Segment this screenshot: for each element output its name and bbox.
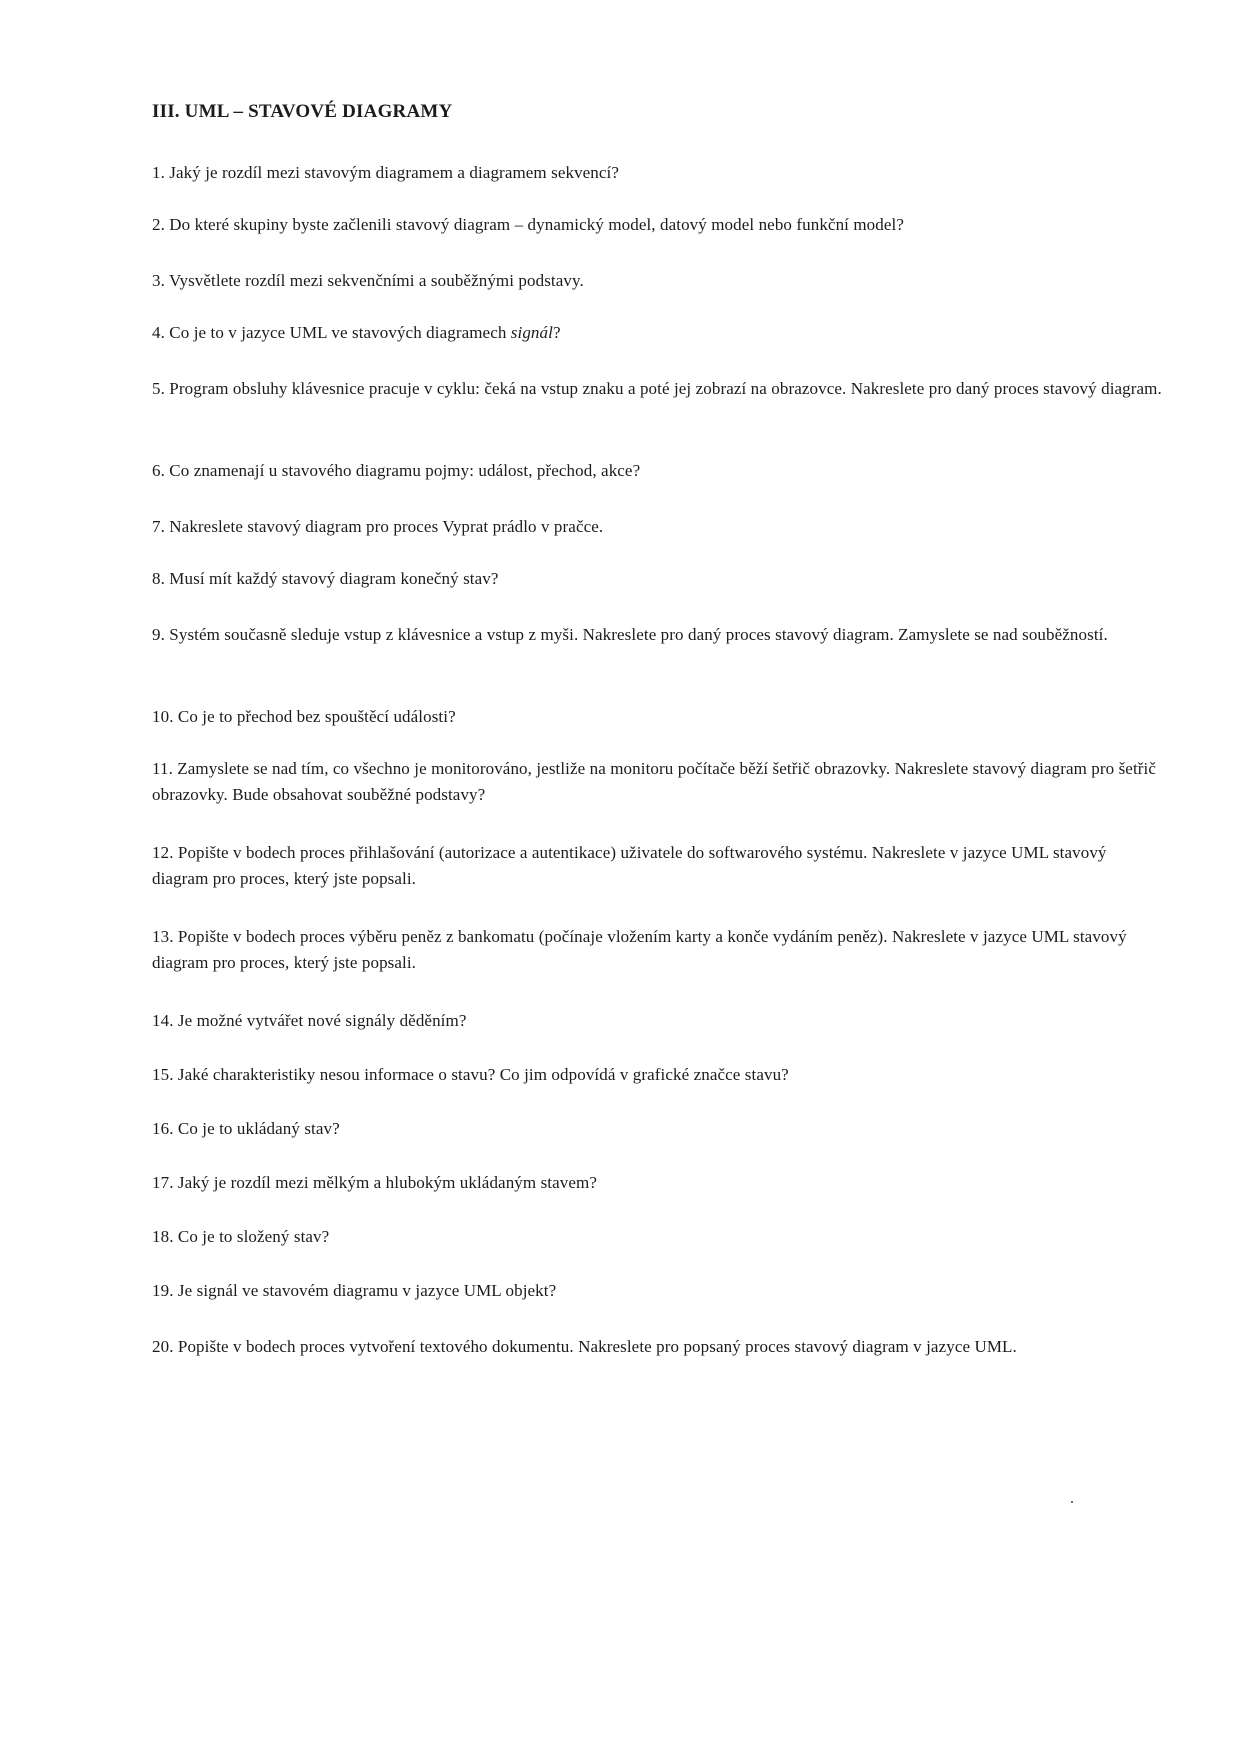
- question-item: [152, 1116, 1162, 1142]
- question-item: [152, 376, 1162, 402]
- question-item: [152, 924, 1162, 976]
- question-text: 12. Popište v bodech proces přihlašování (autorizace a autentikace) uživatele do softwarového systému. Nakreslete v jazyce UML stavový diagram pro proces, který jste popsali.: [152, 843, 1107, 888]
- scan-speck: [1071, 1501, 1073, 1503]
- question-text: 16. Co je to ukládaný stav?: [152, 1119, 340, 1138]
- question-text: 9. Systém současně sleduje vstup z klávesnice a vstup z myši. Nakreslete pro daný proces stavový diagram. Zamyslete se nad souběžností.: [152, 625, 1108, 644]
- question-text: 17. Jaký je rozdíl mezi mělkým a hlubokým ukládaným stavem?: [152, 1173, 597, 1192]
- question-text: 11. Zamyslete se nad tím, co všechno je monitorováno, jestliže na monitoru počítače běží šetřič obrazovky. Nakreslete stavový diagram pro šetřič obrazovky. Bude obsahovat souběžné podstavy?: [152, 759, 1157, 804]
- question-text: 10. Co je to přechod bez spouštěcí události?: [152, 707, 456, 726]
- question-item: [152, 320, 1162, 346]
- question-item: [152, 704, 1162, 730]
- question-item: [152, 1334, 1162, 1360]
- question-text: 20. Popište v bodech proces vytvoření textového dokumentu. Nakreslete pro popsaný proces stavový diagram v jazyce UML.: [152, 1337, 1017, 1356]
- page-title: III. UML – STAVOVÉ DIAGRAMY: [152, 101, 453, 122]
- question-item: [152, 458, 1162, 484]
- question-text: 1. Jaký je rozdíl mezi stavovým diagramem a diagramem sekvencí?: [152, 163, 620, 182]
- question-text: 14. Je možné vytvářet nové signály děděním?: [152, 1011, 467, 1030]
- question-item: [152, 160, 1162, 186]
- question-text: 6. Co znamenají u stavového diagramu pojmy: událost, přechod, akce?: [152, 461, 641, 480]
- question-item: [152, 212, 1162, 238]
- question-text: 5. Program obsluhy klávesnice pracuje v cyklu: čeká na vstup znaku a poté jej zobrazí na obrazovce. Nakreslete pro daný proces stavový diagram.: [152, 379, 1162, 398]
- question-item: [152, 268, 1162, 294]
- question-text: 15. Jaké charakteristiky nesou informace o stavu? Co jim odpovídá v grafické značce stavu?: [152, 1065, 789, 1084]
- question-item: [152, 1170, 1162, 1196]
- question-text: 4. Co je to v jazyce UML ve stavových diagramech: [152, 323, 511, 342]
- question-item: [152, 566, 1162, 592]
- question-item: [152, 1062, 1162, 1088]
- question-suffix: ?: [552, 323, 561, 342]
- question-item: [152, 756, 1162, 808]
- question-item: [152, 1278, 1162, 1304]
- question-text: 3. Vysvětlete rozdíl mezi sekvenčními a souběžnými podstavy.: [152, 271, 584, 290]
- question-item: [152, 622, 1162, 648]
- question-text: 8. Musí mít každý stavový diagram konečný stav?: [152, 569, 499, 588]
- question-emphasis: signál: [510, 323, 553, 342]
- question-item: [152, 514, 1162, 540]
- question-item: [152, 840, 1162, 892]
- question-text: 2. Do které skupiny byste začlenili stavový diagram – dynamický model, datový model nebo funkční model?: [152, 215, 904, 234]
- question-item: [152, 1008, 1162, 1034]
- question-item: [152, 1224, 1162, 1250]
- question-text: 13. Popište v bodech proces výběru peněz z bankomatu (počínaje vložením karty a konče vydáním peněz). Nakreslete v jazyce UML stavový diagram pro proces, který jste popsali.: [152, 927, 1127, 972]
- question-text: 18. Co je to složený stav?: [152, 1227, 330, 1246]
- question-text: 19. Je signál ve stavovém diagramu v jazyce UML objekt?: [152, 1281, 557, 1300]
- question-text: 7. Nakreslete stavový diagram pro proces Vyprat prádlo v pračce.: [152, 517, 604, 536]
